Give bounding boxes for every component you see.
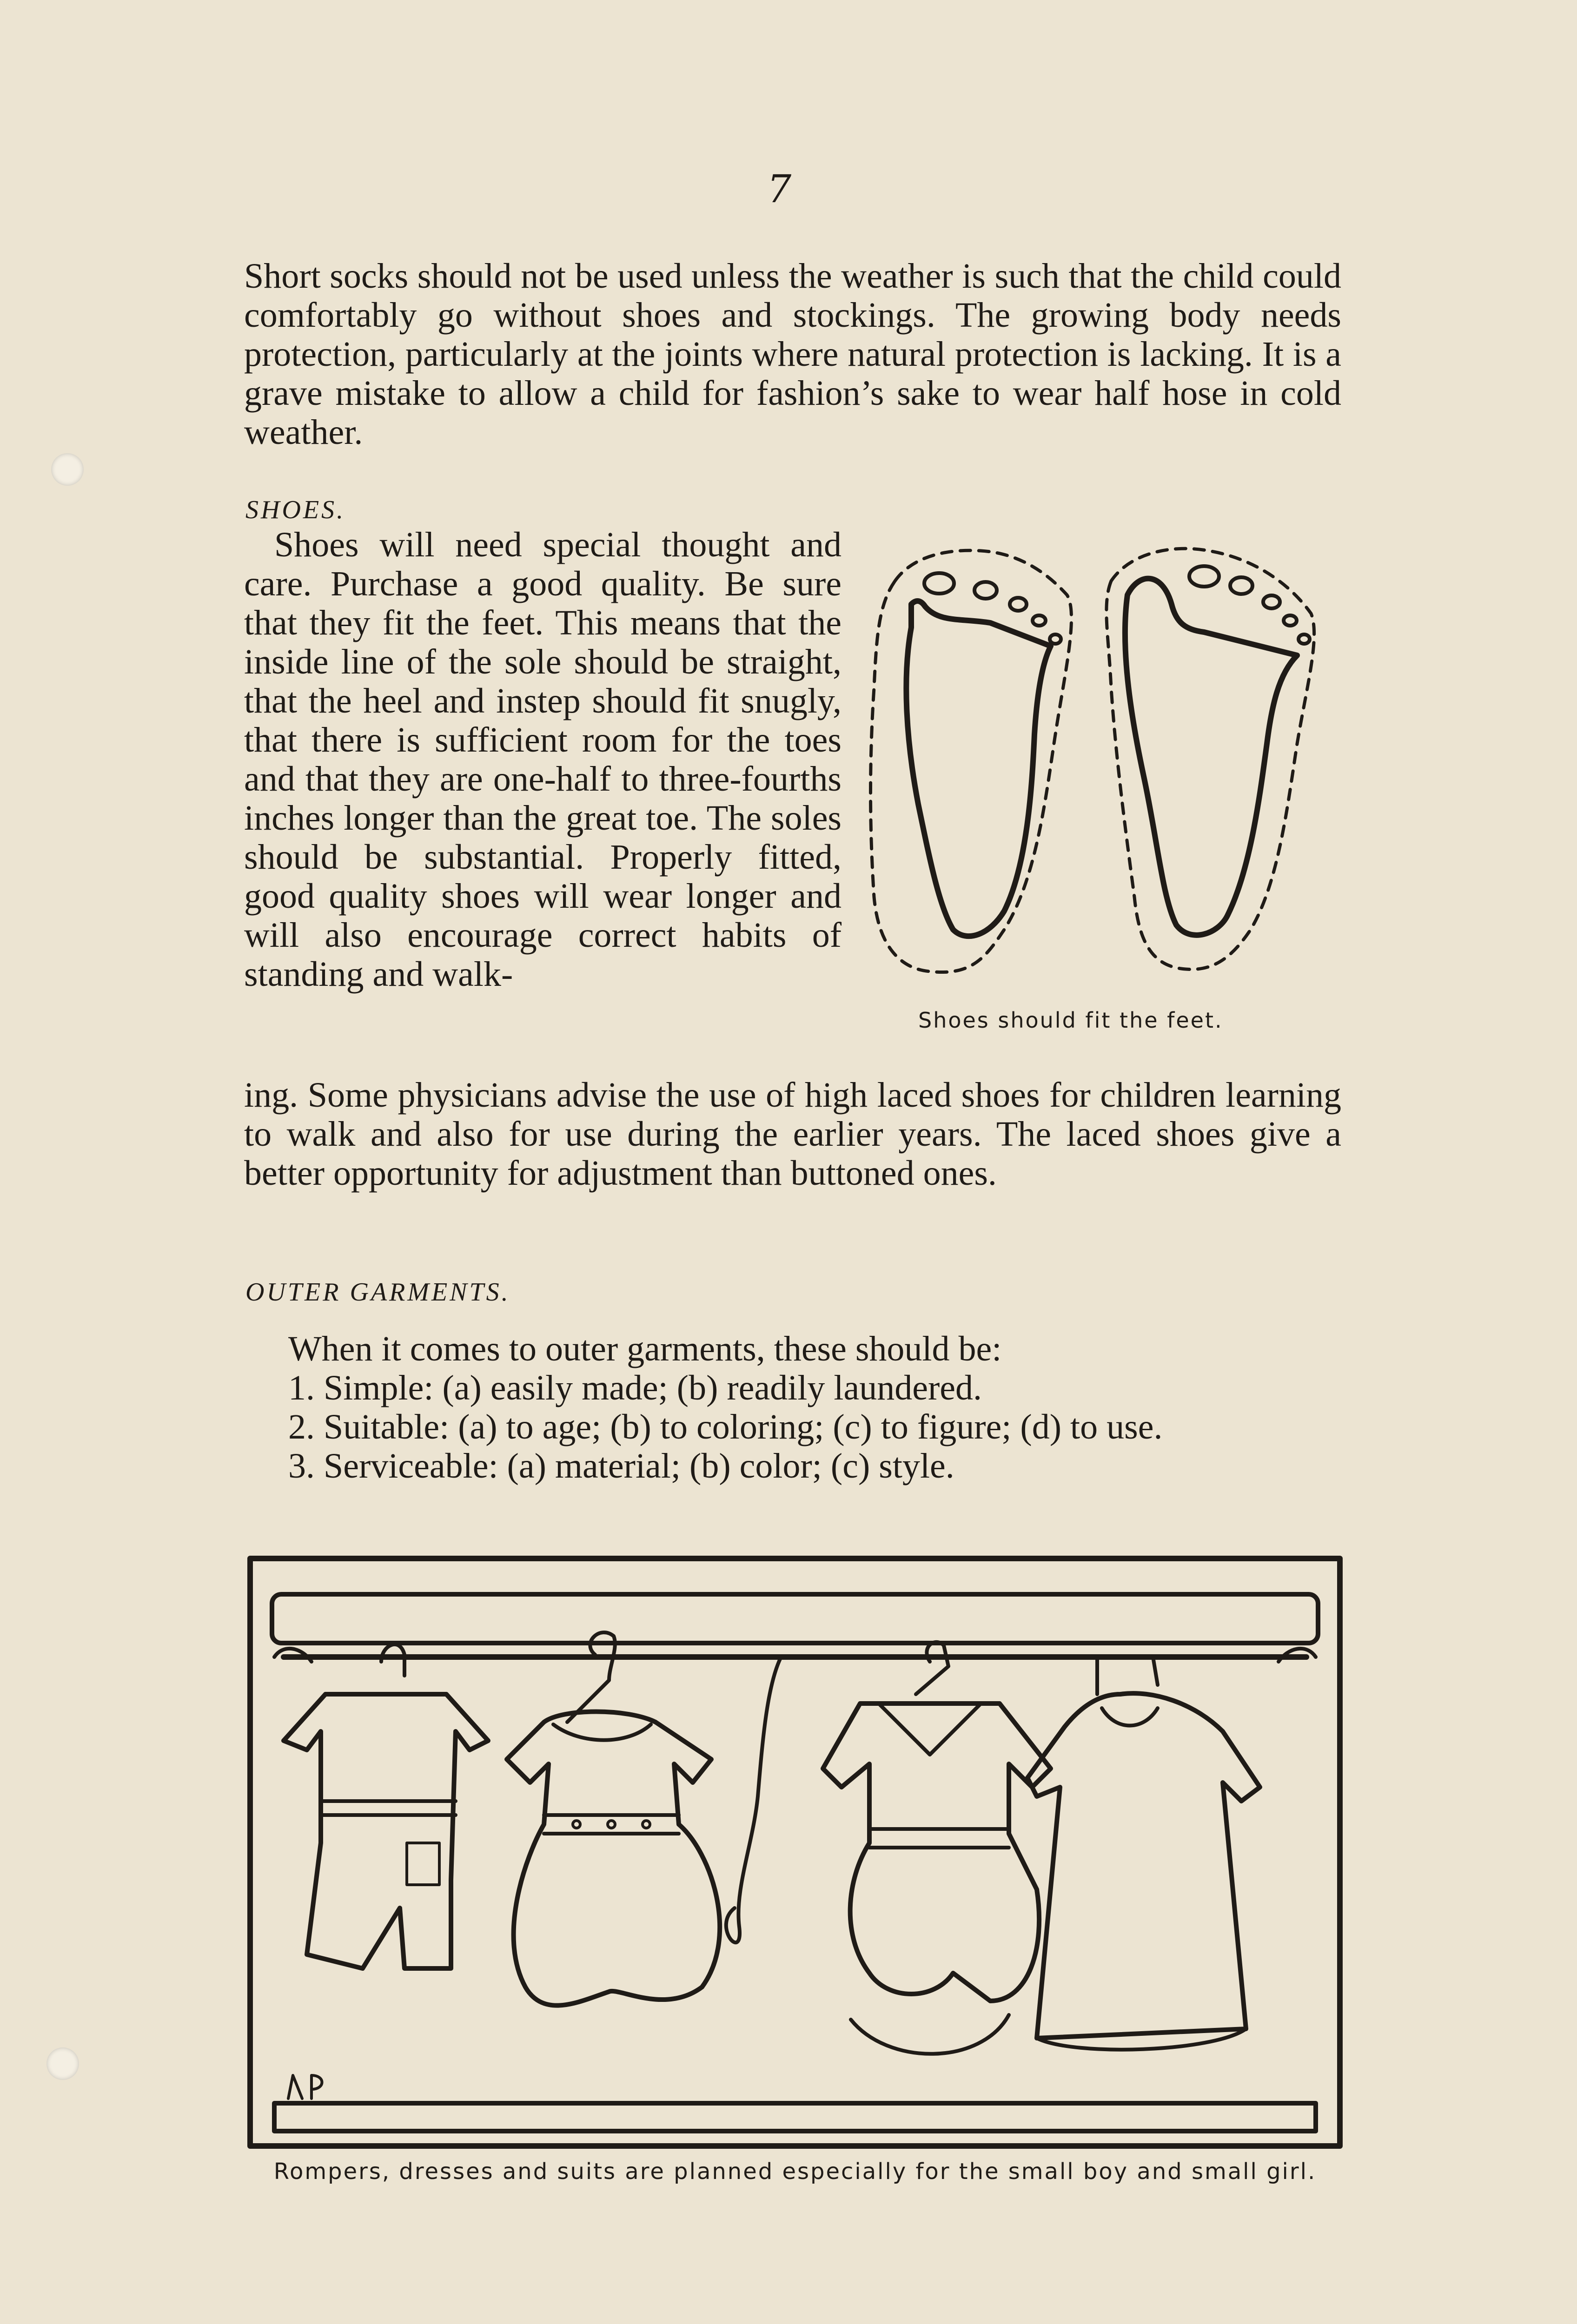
list-item: 2. Suitable: (a) to age; (b) to coloring; (c) to figure; (d) to use. <box>288 1407 1163 1446</box>
list-intro: When it comes to outer garments, these should be: <box>288 1329 1002 1368</box>
dress-garment <box>507 1632 720 2006</box>
paragraph-socks: Short socks should not be used unless the weather is such that the child could comfortably go without shoes and stockings. The growing body needs protection, particularly at the joints where natural protection is lacking. It is a grave mistake to allow a child for fashion’s sake to wear half hose in cold weather. <box>244 257 1341 452</box>
dotted-dress-garment <box>1027 1657 1260 2050</box>
feet-figure-caption: Shoes should fit the feet. <box>918 1008 1223 1033</box>
romper-garment <box>284 1644 488 1968</box>
binder-hole <box>46 2047 79 2080</box>
section-heading-outer-garments: OUTER GARMENTS. <box>245 1278 510 1307</box>
feet-outline-illustration <box>851 525 1362 1027</box>
page-number: 7 <box>767 167 792 211</box>
outer-garments-list <box>244 1329 1341 1486</box>
list-item: 3. Serviceable: (a) material; (b) color; (c) style. <box>288 1446 954 1486</box>
clothes-figure-caption: Rompers, dresses and suits are planned especially for the small boy and small girl. <box>273 2159 1317 2185</box>
paragraph-shoes-continued: ing. Some physicians advise the use of high laced shoes for children learning to walk and also for use during the earlier years. The laced shoes give a better opportunity for adjustment than buttoned ones. <box>244 1076 1341 1193</box>
left-foot-sole <box>906 601 1051 936</box>
paragraph-shoes: Shoes will need special thought and care. Purchase a good quality. Be sure that they fit the feet. This means that the inside line of the sole should be straight, that the heel and instep should fit snugly, that there is sufficient room for the toes and that they are one-half to three-fourths inches longer than the great toe. The soles should be substantial. Properly fitted, good quality shoes will wear longer and will also encourage correct habits of standing and walk- <box>244 525 842 994</box>
binder-hole <box>51 453 84 486</box>
sailor-suit-garment <box>726 1642 1051 2054</box>
section-heading-shoes: SHOES. <box>245 495 346 524</box>
childrens-clothes-illustration <box>246 1555 1344 2150</box>
list-item: 1. Simple: (a) easily made; (b) readily laundered. <box>288 1368 982 1407</box>
left-shoe-outline <box>871 550 1072 972</box>
